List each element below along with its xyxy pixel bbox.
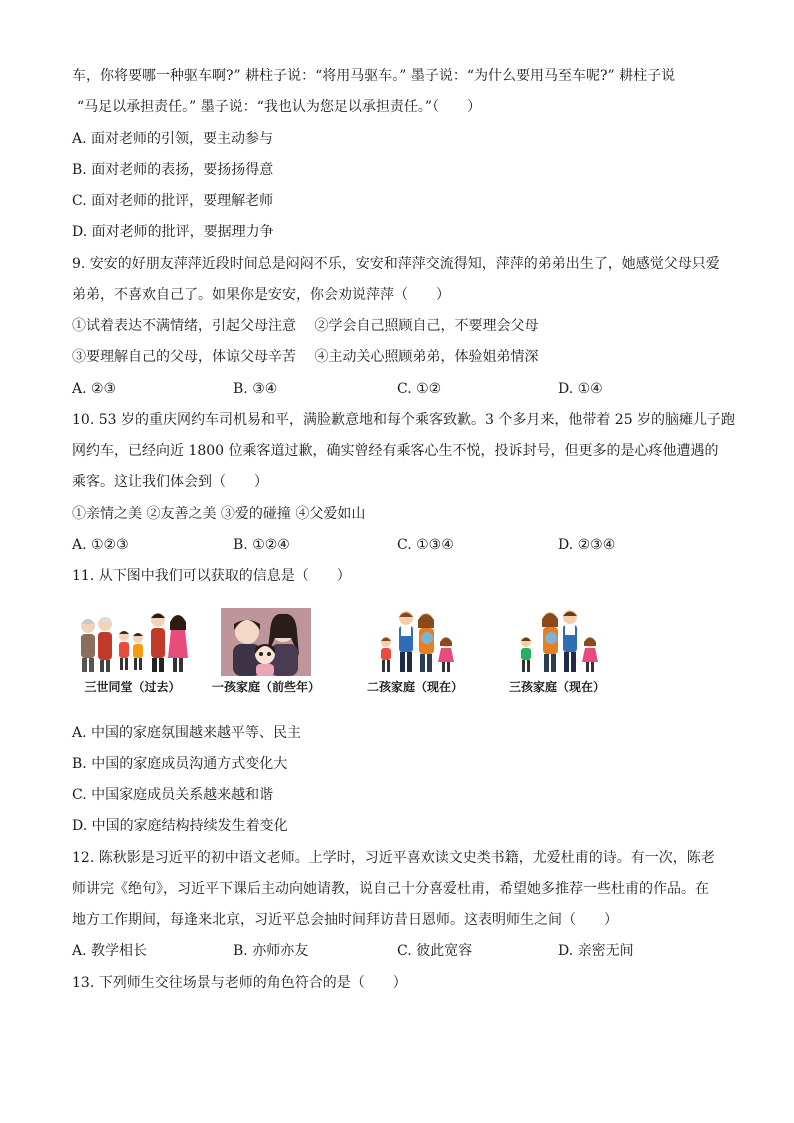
figure-three-children — [495, 608, 619, 695]
three-generations-illustration — [74, 608, 192, 676]
q10-line-1: 10. 53 岁的重庆网约车司机易和平，满脸歉意地和每个乘客致歉。3 个多月来，他带着 25 岁的脑瘫儿子跑 — [72, 412, 736, 428]
q8-option-b[interactable]: B. 面对老师的表扬，要扬扬得意 — [72, 162, 274, 178]
q12-option-c[interactable]: C. 彼此宽容 — [397, 943, 473, 959]
q8-option-a[interactable]: A. 面对老师的引领，要主动参与 — [72, 131, 274, 147]
q13-stem: 13. 下列师生交往场景与老师的角色符合的是（ ） — [72, 975, 407, 991]
q12-option-a[interactable]: A. 教学相长 — [72, 943, 148, 959]
caption-three-generations: 三世同堂（过去） — [84, 680, 181, 694]
q9-statements-1: ①试着表达不满情绪，引起父母注意 ②学会自己照顾自己，不要理会父母 — [72, 318, 539, 334]
q10-option-c[interactable]: C. ①③④ — [397, 537, 454, 553]
caption-two-children: 二孩家庭（现在） — [366, 680, 463, 694]
q9-option-d[interactable]: D. ①④ — [558, 381, 603, 397]
q12-option-d[interactable]: D. 亲密无间 — [558, 943, 634, 959]
q9-line-2: 弟弟，不喜欢自己了。如果你是安安，你会劝说萍萍（ ） — [72, 287, 450, 303]
figure-three-generations — [70, 608, 195, 695]
q11-stem: 11. 从下图中我们可以获取的信息是（ ） — [72, 568, 351, 584]
q12-line-2: 师讲完《绝句》，习近平下课后主动向她请教，说自己十分喜爱杜甫，希望她多推荐一些杜甫的作品。在 — [72, 881, 709, 897]
q9-option-c[interactable]: C. ①② — [397, 381, 442, 397]
q11-option-b[interactable]: B. 中国的家庭成员沟通方式变化大 — [72, 756, 288, 772]
one-child-family-illustration — [221, 608, 311, 676]
q8-line-1: 车，你将要哪一种驱车啊?” 耕柱子说：“将用马驱车。” 墨子说：“为什么要用马至车呢?” 耕柱子说 — [72, 68, 676, 84]
figure-one-child — [204, 608, 328, 695]
q8-option-c[interactable]: C. 面对老师的批评，要理解老师 — [72, 193, 274, 209]
q10-option-b[interactable]: B. ①②④ — [233, 537, 290, 553]
q10-statements: ①亲情之美 ②友善之美 ③爱的碰撞 ④父爱如山 — [72, 506, 366, 522]
three-child-family-illustration — [514, 608, 600, 676]
q9-option-b[interactable]: B. ③④ — [233, 381, 278, 397]
q10-options — [72, 535, 732, 555]
caption-one-child: 一孩家庭（前些年） — [211, 680, 320, 694]
caption-three-children: 三孩家庭（现在） — [508, 680, 605, 694]
q11-option-d[interactable]: D. 中国的家庭结构持续发生着变化 — [72, 818, 288, 834]
two-child-family-illustration — [372, 608, 458, 676]
q9-line-1: 9. 安安的好朋友萍萍近段时间总是闷闷不乐，安安和萍萍交流得知，萍萍的弟弟出生了，她感觉父母只爱 — [72, 256, 720, 272]
q9-options — [72, 379, 732, 399]
q12-line-3: 地方工作期间，每逢来北京，习近平总会抽时间拜访昔日恩师。这表明师生之间（ ） — [72, 912, 618, 928]
q12-line-1: 12. 陈秋影是习近平的初中语文老师。上学时，习近平喜欢读文史类书籍，尤爱杜甫的诗。有一次，陈老 — [72, 850, 715, 866]
q12-options — [72, 941, 732, 961]
q10-option-d[interactable]: D. ②③④ — [558, 537, 616, 553]
q11-option-a[interactable]: A. 中国的家庭氛围越来越平等、民主 — [72, 725, 302, 741]
q10-line-2: 网约车，已经向近 1800 位乘客道过歉，确实曾经有乘客心生不悦，投诉封号，但更多的是心疼他遭遇的 — [72, 443, 719, 459]
family-structure-figures — [70, 608, 630, 704]
q9-statements-2: ③要理解自己的父母，体谅父母辛苦 ④主动关心照顾弟弟，体验姐弟情深 — [72, 349, 539, 365]
q10-option-a[interactable]: A. ①②③ — [72, 537, 129, 553]
q12-option-b[interactable]: B. 亦师亦友 — [233, 943, 309, 959]
q11-option-c[interactable]: C. 中国家庭成员关系越来越和谐 — [72, 787, 274, 803]
q10-line-3: 乘客。这让我们体会到（ ） — [72, 474, 268, 490]
q9-option-a[interactable]: A. ②③ — [72, 381, 117, 397]
q8-line-2: “马足以承担责任。” 墨子说：“我也认为您足以承担责任。”（ ） — [77, 99, 482, 115]
q8-option-d[interactable]: D. 面对老师的批评，要据理力争 — [72, 224, 274, 240]
figure-two-children — [353, 608, 477, 695]
